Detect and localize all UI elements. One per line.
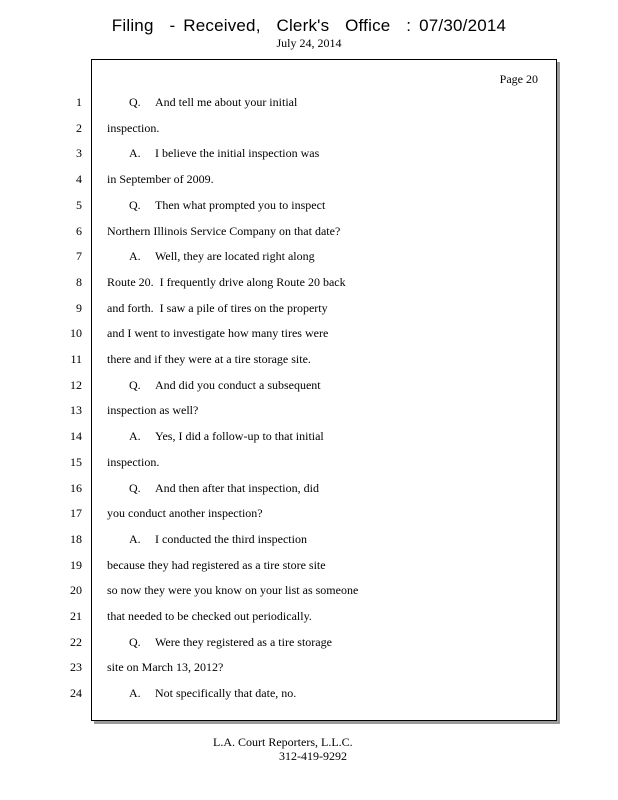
- speaker-marker: A.: [129, 146, 141, 160]
- line-text: Were they registered as a tire storage: [155, 635, 332, 649]
- transcript-line: [107, 532, 307, 547]
- line-number: 11: [70, 352, 82, 366]
- line-text: site on March 13, 2012?: [107, 660, 224, 674]
- line-text: Well, they are located right along: [155, 249, 315, 263]
- line-number: 2: [76, 121, 82, 135]
- line-text: Yes, I did a follow-up to that initial: [155, 429, 324, 443]
- line-text: because they had registered as a tire store site: [107, 558, 326, 572]
- line-number: 21: [70, 609, 82, 623]
- line-number: 1: [76, 95, 82, 109]
- line-number: 23: [70, 660, 82, 674]
- transcript-line: [107, 609, 312, 624]
- line-text: inspection as well?: [107, 403, 199, 417]
- speaker-marker: A.: [129, 429, 141, 443]
- transcript-date: July 24, 2014: [276, 36, 342, 50]
- transcript-line: [107, 558, 326, 573]
- line-number: 3: [76, 146, 82, 160]
- transcript-line: [107, 326, 328, 341]
- court-reporter-name: L.A. Court Reporters, L.L.C.: [213, 735, 353, 749]
- line-text: that needed to be checked out periodically.: [107, 609, 312, 623]
- line-number: 22: [70, 635, 82, 649]
- line-number: 12: [70, 378, 82, 392]
- line-number: 10: [70, 326, 82, 340]
- line-number: 13: [70, 403, 82, 417]
- speaker-marker: A.: [129, 532, 141, 546]
- line-number: 20: [70, 583, 82, 597]
- line-text: and I went to investigate how many tires were: [107, 326, 329, 340]
- transcript-line: [107, 635, 332, 650]
- line-text: Route 20. I frequently drive along Route 20 back: [107, 275, 346, 289]
- transcript-line: [107, 352, 311, 367]
- transcript-line: [107, 455, 159, 470]
- transcript-line: [107, 95, 297, 110]
- transcript-line: [107, 249, 315, 264]
- line-number: 8: [76, 275, 82, 289]
- transcript-line: [107, 224, 340, 239]
- line-text: so now they were you know on your list as someone: [107, 583, 359, 597]
- transcript-line: [107, 429, 324, 444]
- line-number: 5: [76, 198, 82, 212]
- line-number: 19: [70, 558, 82, 572]
- transcript-line: [107, 481, 319, 496]
- transcript-line: [107, 146, 319, 161]
- line-text: I conducted the third inspection: [155, 532, 307, 546]
- transcript-line: [107, 506, 263, 521]
- transcript-line: [107, 686, 296, 701]
- line-text: inspection.: [107, 121, 160, 135]
- filing-stamp: Filing - Received, Clerk's Office : 07/30/2014: [111, 16, 507, 35]
- line-number: 9: [76, 301, 82, 315]
- transcript-line: [107, 583, 358, 598]
- speaker-marker: Q.: [129, 635, 141, 649]
- line-text: And did you conduct a subsequent: [155, 378, 321, 392]
- line-number: 16: [70, 481, 82, 495]
- transcript-line: [107, 660, 223, 675]
- line-number: 7: [76, 249, 82, 263]
- speaker-marker: Q.: [129, 481, 141, 495]
- transcript-line: [107, 121, 159, 136]
- speaker-marker: A.: [129, 249, 141, 263]
- line-text: and forth. I saw a pile of tires on the property: [107, 301, 328, 315]
- line-number: 24: [70, 686, 82, 700]
- line-text: I believe the initial inspection was: [155, 146, 320, 160]
- line-text: Not specifically that date, no.: [155, 686, 297, 700]
- court-reporter-phone: 312-419-9292: [279, 749, 347, 763]
- page-number: Page 20: [499, 72, 538, 86]
- line-number: 4: [76, 172, 82, 186]
- line-number: 17: [70, 506, 82, 520]
- line-number: 6: [76, 224, 82, 238]
- transcript-line: [107, 198, 325, 213]
- speaker-marker: A.: [129, 686, 141, 700]
- line-number: 15: [70, 455, 82, 469]
- line-text: And tell me about your initial: [155, 95, 298, 109]
- line-text: Northern Illinois Service Company on that date?: [107, 224, 341, 238]
- line-number: 14: [70, 429, 82, 443]
- transcript-line: [107, 172, 214, 187]
- line-text: in September of 2009.: [107, 172, 214, 186]
- transcript-line: [107, 403, 198, 418]
- transcript-line: [107, 378, 321, 393]
- speaker-marker: Q.: [129, 95, 141, 109]
- speaker-marker: Q.: [129, 378, 141, 392]
- line-text: inspection.: [107, 455, 160, 469]
- speaker-marker: Q.: [129, 198, 141, 212]
- line-text: you conduct another inspection?: [107, 506, 263, 520]
- line-text: Then what prompted you to inspect: [155, 198, 326, 212]
- line-text: And then after that inspection, did: [155, 481, 319, 495]
- transcript-line: [107, 301, 328, 316]
- line-text: there and if they were at a tire storage site.: [107, 352, 311, 366]
- transcript-line: [107, 275, 346, 290]
- line-number: 18: [70, 532, 82, 546]
